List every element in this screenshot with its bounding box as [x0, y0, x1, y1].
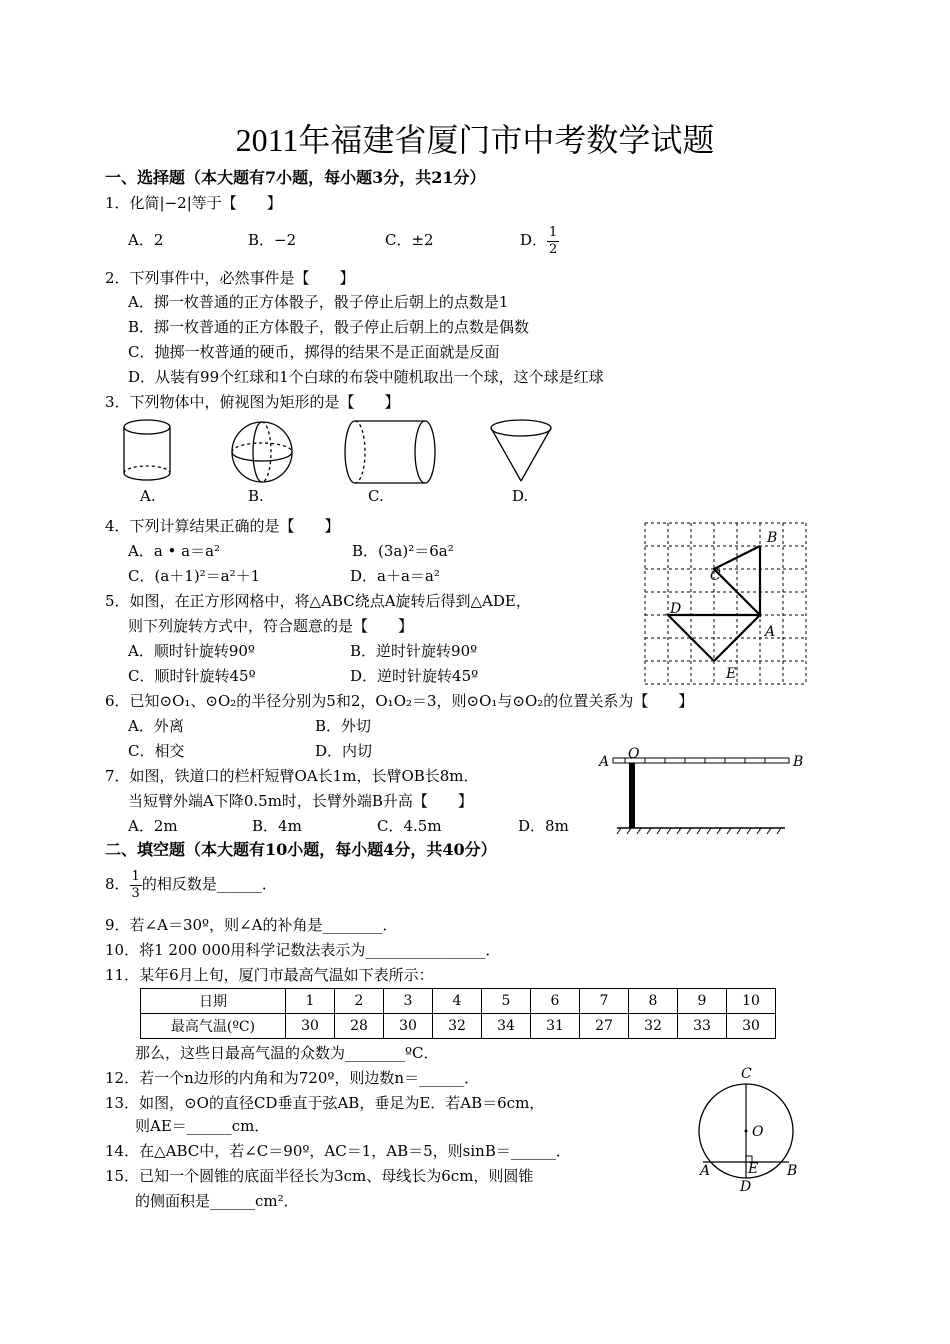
q8-suffix: 的相反数是______．	[141, 875, 277, 893]
q4-option-c: C．(a＋1)²＝a²＋1	[128, 567, 261, 585]
q7-option-d: D．8m	[518, 817, 569, 835]
q7-barrier-figure	[595, 745, 815, 835]
q3-label-b: B.	[248, 487, 264, 505]
q8-fraction	[130, 869, 142, 902]
fraction-denominator: 3	[131, 885, 140, 901]
q1-option-d-prefix: D．	[520, 231, 548, 249]
q1-option-b: B．−2	[248, 231, 297, 249]
table-cell: 28	[335, 1014, 384, 1039]
table-cell: 30	[384, 1014, 433, 1039]
q6-option-d: D．内切	[315, 742, 373, 760]
q2-stem: 2．下列事件中，必然事件是【 】	[105, 269, 355, 287]
barrier-post	[629, 763, 635, 828]
q14-stem: 14．在△ABC中，若∠C＝90º，AC＝1，AB＝5，则sinB＝______．	[105, 1142, 571, 1160]
q9-stem: 9．若∠A＝30º，则∠A的补角是________．	[105, 916, 398, 934]
q2-option-a: A．掷一枚普通的正方体骰子，骰子停止后朝上的点数是1	[128, 293, 509, 311]
q1-stem: 1．化简|−2|等于【 】	[105, 194, 282, 212]
fraction-numerator: 1	[131, 868, 140, 884]
q1-option-c: C．±2	[385, 231, 434, 249]
label-b: B	[767, 530, 778, 546]
center-point	[745, 1130, 748, 1133]
q1-option-d-fraction	[547, 225, 559, 258]
triangle-abc	[714, 546, 760, 615]
cone-shape	[491, 420, 551, 481]
q11-stem: 11．某年6月上旬，厦门市最高气温如下表所示：	[105, 966, 434, 984]
label-a: A	[765, 624, 776, 640]
q4-option-d: D．a＋a＝a²	[350, 567, 440, 585]
table-cell: 30	[727, 1014, 776, 1039]
page-title: 2011年福建省厦门市中考数学试题	[235, 122, 715, 158]
table-cell: 32	[629, 1014, 678, 1039]
label-d: D	[670, 601, 682, 617]
section-choice-heading: 一、选择题（本大题有7小题，每小题3分，共21分）	[105, 168, 486, 187]
section-fill-heading: 二、填空题（本大题有10小题，每小题4分，共40分）	[105, 840, 497, 859]
q15-stem-line2: 的侧面积是______cm²．	[135, 1192, 299, 1210]
table-cell: 10	[727, 989, 776, 1014]
ground	[617, 828, 785, 834]
horizontal-cylinder-shape	[345, 421, 435, 483]
label-a: A	[599, 754, 610, 770]
q2-option-c: C．抛掷一枚普通的硬币，掷得的结果不是正面就是反面	[128, 343, 500, 361]
q8-stem	[105, 866, 277, 902]
table-cell: 5	[482, 989, 531, 1014]
table-cell: 8	[629, 989, 678, 1014]
table-cell: 34	[482, 1014, 531, 1039]
q7-option-a: A．2m	[128, 817, 178, 835]
q6-stem: 6．已知⊙O₁、⊙O₂的半径分别为5和2，O₁O₂＝3，则⊙O₁与⊙O₂的位置关系为【 】	[105, 692, 694, 710]
table-cell: 33	[678, 1014, 727, 1039]
temperature-table	[140, 988, 776, 1039]
q3-label-a: A.	[140, 487, 156, 505]
table-cell: 30	[286, 1014, 335, 1039]
table-row	[141, 989, 776, 1014]
q13-circle-figure	[690, 1062, 810, 1197]
q6-option-c: C．相交	[128, 742, 185, 760]
q5-option-b: B．逆时针旋转90º	[350, 642, 478, 660]
table-header-temp: 最高气温(ºC)	[141, 1014, 286, 1039]
label-e: E	[726, 666, 737, 682]
q2-option-b: B．掷一枚普通的正方体骰子，骰子停止后朝上的点数是偶数	[128, 318, 530, 336]
label-o: O	[752, 1124, 764, 1140]
sphere-shape	[232, 422, 292, 482]
q1-option-a: A．2	[128, 231, 164, 249]
table-cell: 27	[580, 1014, 629, 1039]
q7-option-c: C．4.5m	[377, 817, 442, 835]
q15-stem-line1: 15．已知一个圆锥的底面半径长为3cm、母线长为6cm，则圆锥	[105, 1167, 534, 1185]
cylinder-shape	[124, 420, 170, 480]
q5-grid-figure	[640, 518, 815, 688]
q4-option-b: B．(3a)²＝6a²	[352, 542, 454, 560]
q4-stem: 4．下列计算结果正确的是【 】	[105, 517, 340, 535]
q7-stem-line1: 7．如图，铁道口的栏杆短臂OA长1m，长臂OB长8m．	[105, 767, 479, 785]
q3-label-c: C.	[368, 487, 384, 505]
q5-option-d: D．逆时针旋转45º	[350, 667, 479, 685]
label-d: D	[740, 1179, 752, 1195]
fraction-denominator: 2	[549, 241, 558, 257]
table-cell: 7	[580, 989, 629, 1014]
q5-stem-line1: 5．如图，在正方形网格中，将△ABC绕点A旋转后得到△ADE，	[105, 592, 531, 610]
q8-prefix: 8．	[105, 875, 130, 893]
fraction-numerator: 1	[549, 224, 558, 240]
q12-stem: 12．若一个n边形的内角和为720º，则边数n＝______．	[105, 1069, 480, 1087]
q13-stem-line1: 13．如图，⊙O的直径CD垂直于弦AB，垂足为E．若AB＝6cm，	[105, 1094, 545, 1112]
table-header-date: 日期	[141, 989, 286, 1014]
table-row	[141, 1014, 776, 1039]
q2-option-d: D．从装有99个红球和1个白球的布袋中随机取出一个球，这个球是红球	[128, 368, 604, 386]
q7-option-b: B．4m	[252, 817, 302, 835]
label-b: B	[787, 1163, 798, 1179]
table-cell: 32	[433, 1014, 482, 1039]
q6-option-a: A．外离	[128, 717, 184, 735]
table-cell: 9	[678, 989, 727, 1014]
table-cell: 3	[384, 989, 433, 1014]
q4-option-a: A．a • a＝a²	[128, 542, 221, 560]
q6-option-b: B．外切	[315, 717, 372, 735]
label-e: E	[748, 1161, 759, 1177]
table-cell: 1	[286, 989, 335, 1014]
q5-stem-line2: 则下列旋转方式中，符合题意的是【 】	[128, 617, 414, 635]
label-b: B	[793, 754, 804, 770]
q3-stem: 3．下列物体中，俯视图为矩形的是【 】	[105, 393, 400, 411]
q3-label-d: D.	[512, 487, 529, 505]
label-o: O	[628, 746, 640, 762]
table-cell: 4	[433, 989, 482, 1014]
table-cell: 31	[531, 1014, 580, 1039]
q10-stem: 10．将1 200 000用科学记数法表示为________________．	[105, 941, 501, 959]
q5-option-c: C．顺时针旋转45º	[128, 667, 256, 685]
label-c: C	[710, 568, 721, 584]
table-cell: 6	[531, 989, 580, 1014]
q3-solids-figure	[110, 415, 580, 490]
q13-stem-line2: 则AE＝______cm．	[135, 1117, 270, 1135]
q5-option-a: A．顺时针旋转90º	[128, 642, 255, 660]
table-cell: 2	[335, 989, 384, 1014]
q7-stem-line2: 当短臂外端A下降0.5m时，长臂外端B升高【 】	[128, 792, 473, 810]
q11-after: 那么，这些日最高气温的众数为________ºC．	[135, 1044, 439, 1062]
q1-option-d	[520, 222, 559, 258]
label-a: A	[700, 1163, 711, 1179]
label-c: C	[741, 1066, 752, 1082]
